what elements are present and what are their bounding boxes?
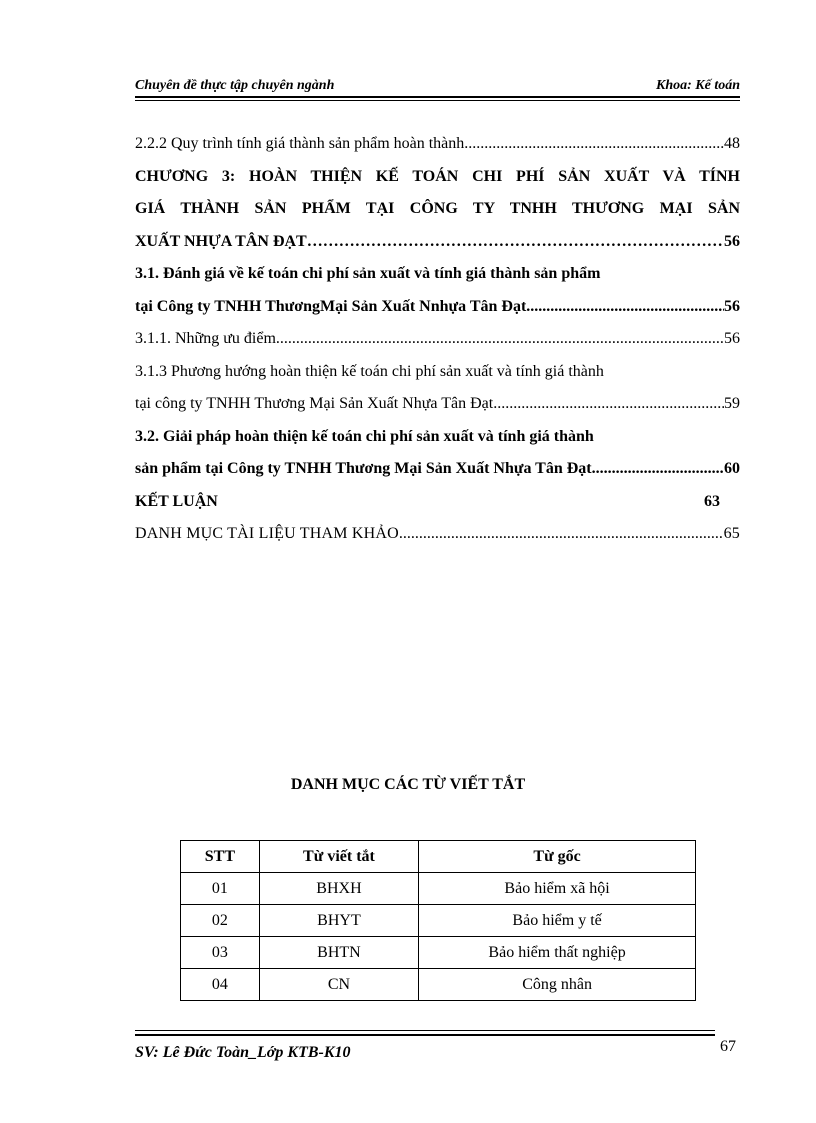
toc-page-number: 60 [724, 460, 740, 477]
cell-abbreviation: BHTN [259, 937, 418, 969]
column-header-stt: STT [181, 841, 260, 873]
footer-student-info: SV: Lê Đức Toàn_Lớp KTB-K10 [135, 1044, 351, 1061]
toc-page-number: 48 [724, 135, 740, 152]
cell-original: Bảo hiểm y tế [419, 905, 696, 937]
table-row [181, 937, 696, 969]
toc-entry-text: KẾT LUẬN [135, 492, 218, 510]
abbreviations-title: DANH MỤC CÁC TỪ VIẾT TẮT [290, 776, 526, 793]
cell-stt: 02 [181, 905, 260, 937]
toc-leader [399, 518, 724, 551]
column-header-abbreviation: Từ viết tắt [259, 841, 418, 873]
toc-section-3-2-line-1: 3.2. Giải pháp hoàn thiện kế toán chi phí sản xuất và tính giá thành [135, 427, 594, 445]
header-faculty: Khoa: Kế toán [655, 78, 740, 93]
column-header-original: Từ gốc [419, 841, 696, 873]
cell-original: Bảo hiểm xã hội [419, 873, 696, 905]
toc-page-number: 56 [724, 232, 740, 250]
toc-entry-text: 3.1.1. Những ưu điểm [135, 330, 276, 347]
toc-page-number: 63 [704, 492, 720, 510]
toc-entry-2-2-2 [135, 128, 740, 161]
header-course-title: Chuyên đề thực tập chuyên ngành [135, 78, 335, 93]
toc-references [135, 518, 740, 551]
table-of-contents [135, 128, 740, 551]
cell-stt: 01 [181, 873, 260, 905]
toc-entry-text: tại công ty TNHH Thương Mại Sản Xuất Nhựa Tân Đạt [135, 395, 494, 412]
cell-abbreviation: BHXH [259, 873, 418, 905]
toc-leader [307, 226, 724, 259]
table-row [181, 969, 696, 1001]
toc-page-number: 59 [724, 395, 740, 412]
toc-chapter-3-line-1: CHƯƠNG 3: HOÀN THIỆN KẾ TOÁN CHI PHÍ SẢN XUẤT VÀ TÍNH [135, 167, 740, 185]
toc-section-3-1-line-1: 3.1. Đánh giá về kế toán chi phí sản xuất và tính giá thành sản phẩm [135, 265, 601, 282]
toc-entry-text: tại Công ty TNHH ThươngMại Sản Xuất Nnhựa Tân Đạt [135, 297, 527, 315]
toc-page-number: 56 [724, 297, 740, 315]
toc-entry-text: XUẤT NHỰA TÂN ĐẠT [135, 232, 307, 250]
toc-entry-text: 2.2.2 Quy trình tính giá thành sản phẩm hoàn thành [135, 135, 465, 152]
toc-page-number: 65 [723, 525, 740, 542]
toc-section-3-1-3-line-1: 3.1.3 Phương hướng hoàn thiện kế toán chi phí sản xuất và tính giá thành [135, 362, 604, 380]
toc-entry-text: DANH MỤC TÀI LIỆU THAM KHẢO [135, 525, 399, 542]
header-divider [135, 96, 740, 98]
toc-leader [526, 291, 724, 324]
abbreviations-table [180, 840, 696, 1001]
toc-page-number: 56 [724, 330, 740, 347]
toc-leader [464, 128, 724, 161]
toc-section-3-1-line-2 [135, 291, 740, 324]
toc-leader [592, 453, 724, 486]
toc-leader [493, 388, 724, 421]
header-divider-thin [135, 100, 740, 101]
toc-section-3-1-1 [135, 323, 740, 356]
toc-conclusion [135, 486, 740, 519]
toc-chapter-3-line-2: GIÁ THÀNH SẢN PHẨM TẠI CÔNG TY TNHH THƯƠNG MẠI SẢN [135, 200, 740, 217]
cell-stt: 04 [181, 969, 260, 1001]
toc-leader [276, 323, 724, 356]
footer-page-number: 67 [720, 1038, 736, 1055]
table-row [181, 873, 696, 905]
toc-section-3-2-line-2 [135, 453, 740, 486]
page-header [135, 78, 740, 96]
cell-original: Công nhân [419, 969, 696, 1001]
table-header-row [181, 841, 696, 873]
cell-abbreviation: BHYT [259, 905, 418, 937]
toc-chapter-3-line-3 [135, 226, 740, 259]
footer-divider-thin [135, 1030, 715, 1031]
footer-divider [135, 1034, 715, 1036]
table-row [181, 905, 696, 937]
cell-original: Bảo hiểm thất nghiệp [419, 937, 696, 969]
cell-stt: 03 [181, 937, 260, 969]
cell-abbreviation: CN [259, 969, 418, 1001]
toc-entry-text: sản phẩm tại Công ty TNHH Thương Mại Sản Xuất Nhựa Tân Đạt [135, 460, 592, 477]
toc-section-3-1-3-line-2 [135, 388, 740, 421]
